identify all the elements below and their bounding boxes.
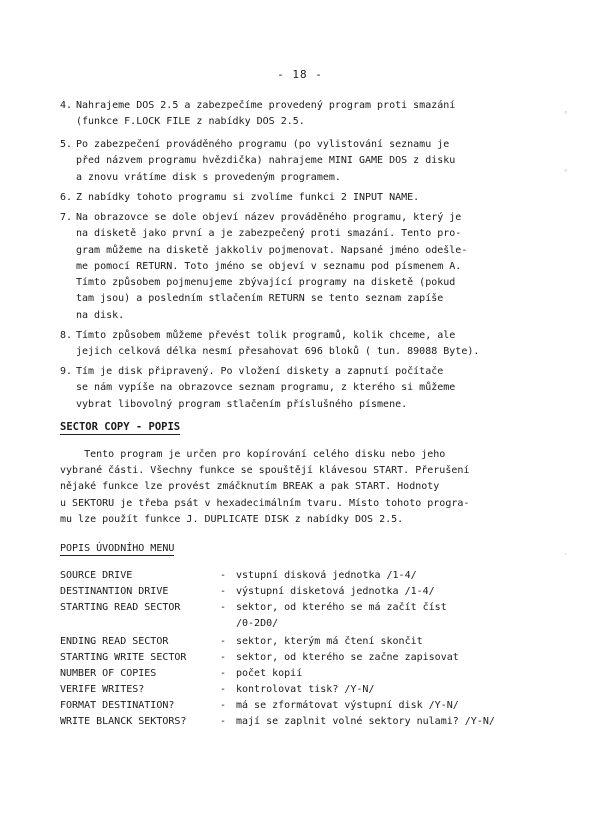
menu-key: VERIFE WRITES? — [60, 684, 145, 695]
menu-value: vstupní disková jednotka /1-4/ — [236, 570, 417, 581]
list-item — [60, 137, 530, 186]
item-line: Po zabezpečení prováděného programu (po vylistování seznamu je — [76, 139, 450, 150]
item-line: Z nabídky tohoto programu si zvolíme funkci 2 INPUT NAME. — [76, 192, 420, 203]
item-number: 6. — [60, 192, 73, 203]
menu-value: má se zformátovat výstupní disk /Y-N/ — [236, 700, 459, 711]
paragraph-line: vybrané části. Všechny funkce se spouštějí klávesou START. Přerušení — [60, 465, 470, 477]
paragraph — [60, 447, 540, 528]
menu-key: WRITE BLANCK SEKTORS? — [60, 716, 187, 727]
item-line: tam jsou) a posledním stlačením RETURN se tento seznam zapíše — [76, 293, 444, 305]
item-number: 5. — [60, 139, 73, 150]
menu-value: sektor, od kterého se začne zapisovat — [236, 652, 459, 663]
paragraph-line: mu lze použít funkce J. DUPLICATE DISK z nabídky DOS 2.5. — [60, 513, 404, 525]
menu-key: NUMBER OF COPIES — [60, 668, 157, 679]
menu-key: STARTING READ SECTOR — [60, 602, 181, 613]
item-line: gram můžeme na disketě jakkoliv pojmenovat. Napsané jméno odešle- — [76, 244, 468, 256]
page-number: - 18 - — [277, 68, 323, 81]
menu-dash: - — [220, 652, 227, 663]
menu-value: počet kopií — [236, 668, 303, 679]
menu-value: sektor, od kterého se má začít číst — [236, 602, 447, 613]
menu-value: /0-2D0/ — [236, 618, 279, 629]
item-line: se nám vypíše na obrazovce seznam programu, z kterého si můžeme — [76, 382, 456, 394]
list-item — [60, 98, 530, 131]
scan-speck: ˚ — [563, 170, 569, 180]
item-number: 8. — [60, 330, 73, 341]
item-line: Tímto způsobem můžeme převést tolik programů, kolik chceme, ale — [76, 330, 456, 341]
item-line: Nahrajeme DOS 2.5 a zabezpečíme provedený program proti smazání — [76, 100, 456, 111]
item-line: na disketě jako první a je zabezpečený proti smazání. Tento pro- — [76, 228, 462, 240]
item-line: Na obrazovce se dole objeví název prováděného programu, který je — [76, 212, 462, 223]
menu-dash: - — [220, 716, 227, 727]
menu-value: kontrolovat tisk? /Y-N/ — [236, 684, 375, 695]
item-line: me pomocí RETURN. Toto jméno se objeví v seznamu pod písmenem A. — [76, 260, 462, 272]
scan-speck: · — [563, 550, 569, 560]
scan-speck: ˚ — [563, 112, 569, 122]
menu-dash: - — [220, 570, 227, 581]
item-line: před názvem programu hvězdička) nahrajeme MINI GAME DOS z disku — [76, 155, 456, 167]
paragraph-line: nějaké funkce lze provést zmáčknutím BREAK a pak START. Hodnoty — [60, 481, 440, 493]
menu-key: FORMAT DESTINATION? — [60, 700, 175, 711]
paragraph-line: u SEKTORU je třeba psát v hexadecimálním tvaru. Místo tohoto progra- — [60, 497, 470, 509]
list-item — [60, 364, 530, 413]
menu-value: výstupní disketová jednotka /1-4/ — [236, 586, 435, 597]
menu-value: mají se zaplnit volné sektory nulami? /Y-N/ — [236, 716, 495, 727]
item-line: jejich celková délka nesmí přesahovat 696 bloků ( tun. 89088 Byte). — [76, 346, 480, 358]
list-item — [60, 190, 530, 206]
paragraph-line: Tento program je určen pro kopírování celého disku nebo jeho — [60, 449, 446, 460]
item-line: na disk. — [76, 309, 125, 321]
menu-key: SOURCE DRIVE — [60, 570, 133, 581]
item-line: Tímto způsobem pojmenujeme zbývající programy na disketě (pokud — [76, 277, 456, 289]
item-line: vybrat libovolný program stlačením příslušného písmene. — [76, 398, 408, 410]
menu-dash: - — [220, 700, 227, 711]
list-item — [60, 328, 530, 361]
menu-dash: - — [220, 636, 227, 647]
menu-dash: - — [220, 602, 227, 613]
item-number: 4. — [60, 100, 73, 111]
item-number: 9. — [60, 366, 73, 377]
item-line: (funkce F.LOCK FILE z nabídky DOS 2.5. — [76, 116, 305, 128]
item-number: 7. — [60, 212, 73, 223]
menu-key: STARTING WRITE SECTOR — [60, 652, 187, 663]
item-line: Tím je disk připravený. Po vložení diskety a zapnutí počítače — [76, 366, 444, 377]
menu-value: sektor, kterým má čtení skončit — [236, 636, 423, 647]
list-item — [60, 210, 530, 324]
menu-dash: - — [220, 684, 227, 695]
menu-key: ENDING READ SECTOR — [60, 636, 169, 647]
menu-dash: - — [220, 668, 227, 679]
menu-title: POPIS ÚVODNÍHO MENU — [60, 543, 175, 554]
item-line: a znovu vrátíme disk s provedeným programem. — [76, 171, 341, 183]
menu-dash: - — [220, 586, 227, 597]
section-heading: SECTOR COPY - POPIS — [60, 421, 181, 433]
menu-key: DESTINANTION DRIVE — [60, 586, 169, 597]
